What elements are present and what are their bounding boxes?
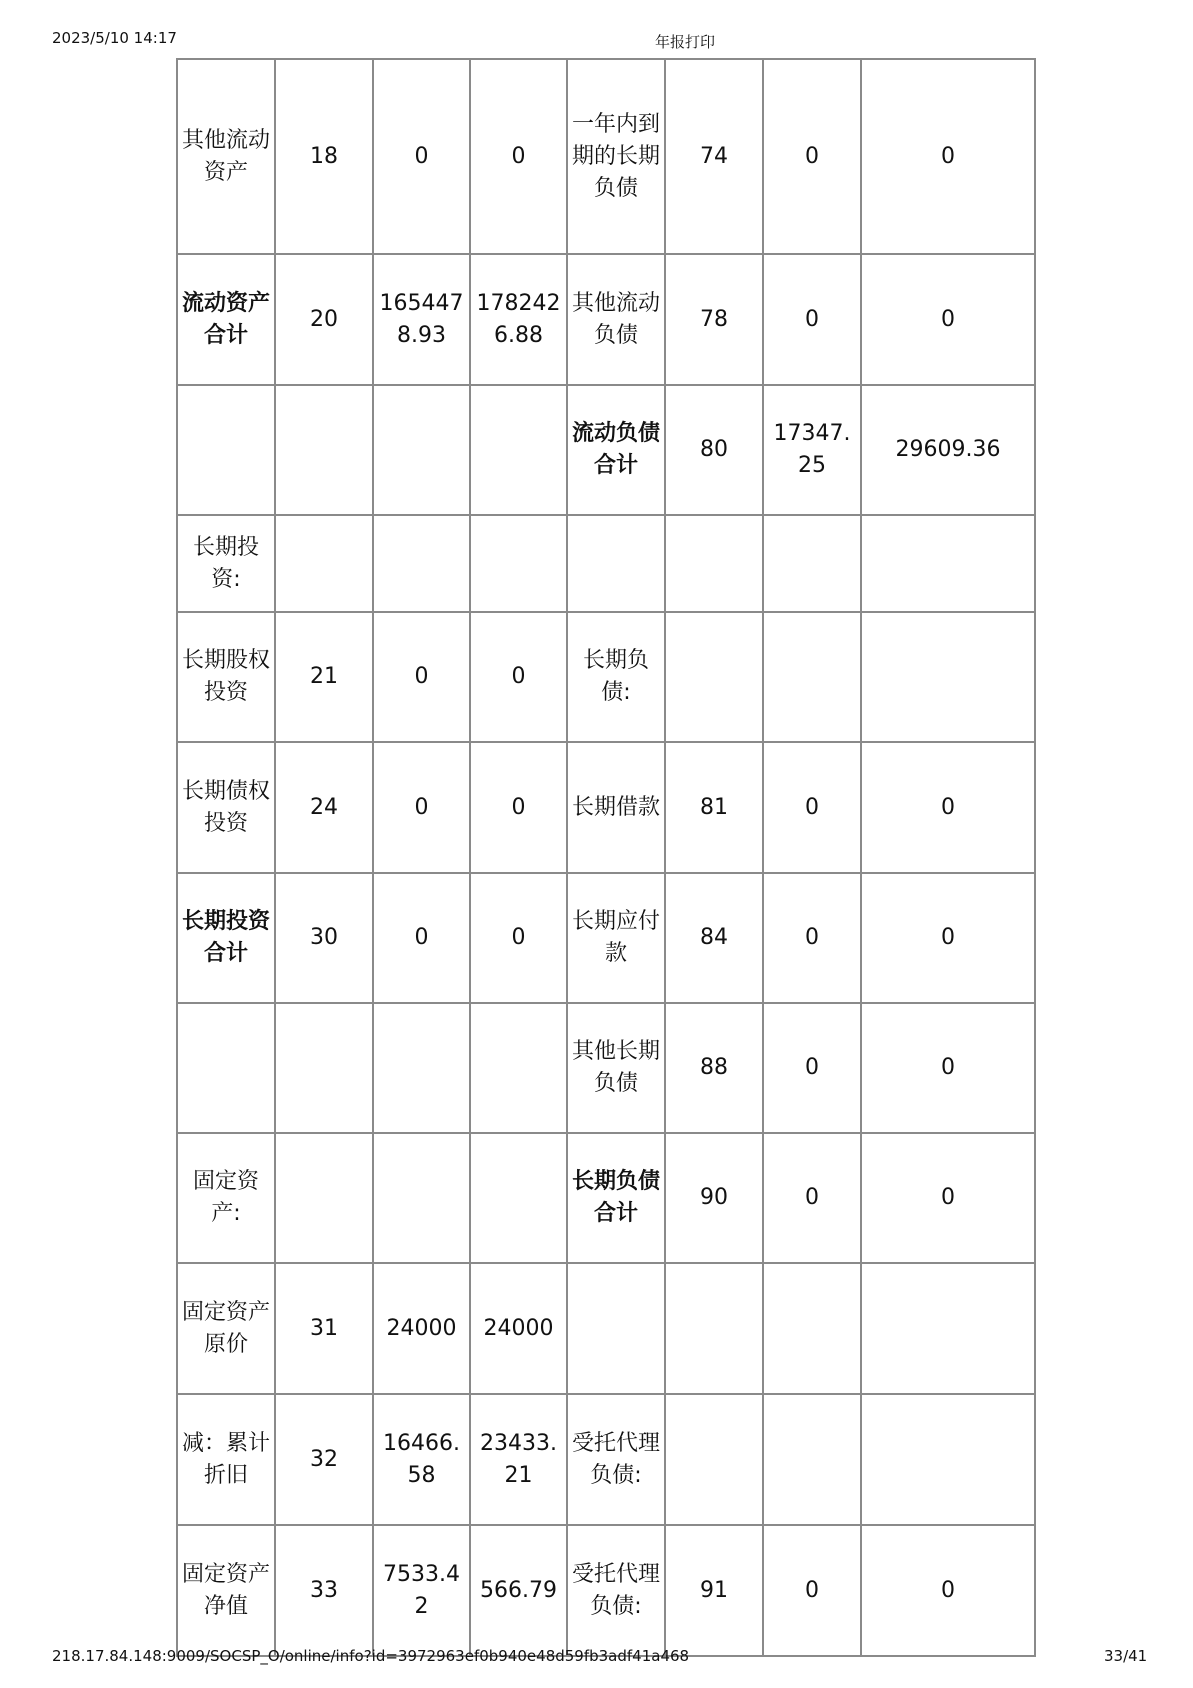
cell-liability-begin-value: 0 (763, 1133, 861, 1263)
balance-sheet-table (176, 58, 1036, 1657)
cell-asset-begin-value: 0 (373, 59, 470, 254)
cell-asset-end-value: 566.79 (470, 1525, 567, 1656)
cell-asset-begin-value: 16466.58 (373, 1394, 470, 1525)
table-row (177, 742, 1035, 873)
cell-asset-line-no: 20 (275, 254, 373, 385)
cell-liability-begin-value (763, 515, 861, 612)
cell-liability-end-value: 29609.36 (861, 385, 1035, 515)
cell-asset-end-value: 24000 (470, 1263, 567, 1394)
cell-liability-line-no: 90 (665, 1133, 763, 1263)
cell-asset-end-value (470, 515, 567, 612)
cell-liability-line-no: 78 (665, 254, 763, 385)
cell-asset-name: 固定资产: (177, 1133, 275, 1263)
table-row (177, 1525, 1035, 1656)
table-row (177, 1394, 1035, 1525)
cell-asset-name (177, 385, 275, 515)
cell-liability-end-value: 0 (861, 1003, 1035, 1133)
page-number: 33/41 (1104, 1647, 1148, 1665)
cell-liability-line-no (665, 1394, 763, 1525)
cell-asset-line-no: 30 (275, 873, 373, 1003)
cell-asset-end-value: 0 (470, 873, 567, 1003)
cell-liability-begin-value: 0 (763, 1525, 861, 1656)
cell-asset-begin-value: 0 (373, 873, 470, 1003)
cell-asset-end-value: 0 (470, 59, 567, 254)
cell-liability-end-value: 0 (861, 873, 1035, 1003)
cell-liability-begin-value: 0 (763, 59, 861, 254)
table-row (177, 1133, 1035, 1263)
cell-liability-begin-value: 17347.25 (763, 385, 861, 515)
cell-liability-name: 其他流动负债 (567, 254, 665, 385)
cell-asset-end-value: 0 (470, 612, 567, 742)
cell-asset-end-value (470, 1003, 567, 1133)
cell-asset-line-no (275, 385, 373, 515)
cell-asset-end-value (470, 385, 567, 515)
cell-asset-begin-value: 7533.42 (373, 1525, 470, 1656)
cell-liability-name: 一年内到期的长期负债 (567, 59, 665, 254)
table-row (177, 612, 1035, 742)
cell-liability-begin-value: 0 (763, 254, 861, 385)
cell-liability-end-value: 0 (861, 254, 1035, 385)
cell-liability-begin-value: 0 (763, 873, 861, 1003)
cell-liability-begin-value (763, 1263, 861, 1394)
cell-asset-name: 长期股权投资 (177, 612, 275, 742)
table-row (177, 873, 1035, 1003)
cell-asset-end-value (470, 1133, 567, 1263)
cell-asset-name: 减：累计折旧 (177, 1394, 275, 1525)
cell-asset-begin-value: 0 (373, 612, 470, 742)
cell-liability-begin-value (763, 1394, 861, 1525)
cell-liability-name: 长期负债合计 (567, 1133, 665, 1263)
cell-asset-line-no: 18 (275, 59, 373, 254)
table-row (177, 385, 1035, 515)
cell-liability-end-value: 0 (861, 59, 1035, 254)
cell-liability-line-no: 84 (665, 873, 763, 1003)
cell-liability-name: 长期应付款 (567, 873, 665, 1003)
table-row (177, 1263, 1035, 1394)
cell-asset-end-value: 0 (470, 742, 567, 873)
page-url: 218.17.84.148:9009/SOCSP_O/online/info?id=3972963ef0b940e48d59fb3adf41a468 (52, 1647, 690, 1665)
cell-asset-line-no: 21 (275, 612, 373, 742)
cell-liability-name: 长期借款 (567, 742, 665, 873)
cell-liability-end-value (861, 612, 1035, 742)
cell-liability-end-value: 0 (861, 1525, 1035, 1656)
cell-liability-end-value: 0 (861, 742, 1035, 873)
cell-asset-begin-value (373, 1003, 470, 1133)
cell-asset-name: 长期投资合计 (177, 873, 275, 1003)
cell-asset-begin-value (373, 1133, 470, 1263)
cell-liability-name (567, 1263, 665, 1394)
cell-asset-line-no (275, 1003, 373, 1133)
table-row (177, 515, 1035, 612)
cell-liability-line-no: 88 (665, 1003, 763, 1133)
cell-asset-begin-value (373, 385, 470, 515)
cell-liability-line-no: 80 (665, 385, 763, 515)
cell-liability-name: 受托代理负债: (567, 1525, 665, 1656)
cell-asset-line-no: 31 (275, 1263, 373, 1394)
cell-asset-name: 固定资产原价 (177, 1263, 275, 1394)
cell-asset-name: 固定资产净值 (177, 1525, 275, 1656)
cell-asset-line-no: 24 (275, 742, 373, 873)
cell-liability-line-no (665, 515, 763, 612)
cell-liability-end-value (861, 515, 1035, 612)
cell-liability-name: 其他长期负债 (567, 1003, 665, 1133)
cell-asset-name: 长期债权投资 (177, 742, 275, 873)
cell-asset-line-no (275, 1133, 373, 1263)
cell-liability-begin-value: 0 (763, 742, 861, 873)
cell-liability-name (567, 515, 665, 612)
cell-asset-name (177, 1003, 275, 1133)
cell-asset-begin-value (373, 515, 470, 612)
cell-asset-end-value: 23433.21 (470, 1394, 567, 1525)
cell-liability-line-no: 91 (665, 1525, 763, 1656)
cell-liability-line-no: 81 (665, 742, 763, 873)
cell-asset-begin-value: 1654478.93 (373, 254, 470, 385)
cell-asset-begin-value: 24000 (373, 1263, 470, 1394)
cell-asset-begin-value: 0 (373, 742, 470, 873)
cell-asset-name: 流动资产合计 (177, 254, 275, 385)
cell-liability-name: 流动负债合计 (567, 385, 665, 515)
cell-liability-begin-value (763, 612, 861, 742)
cell-liability-name: 长期负债: (567, 612, 665, 742)
cell-liability-name: 受托代理负债: (567, 1394, 665, 1525)
cell-liability-line-no (665, 1263, 763, 1394)
cell-asset-line-no (275, 515, 373, 612)
cell-liability-line-no (665, 612, 763, 742)
cell-liability-end-value (861, 1394, 1035, 1525)
cell-asset-name: 长期投资: (177, 515, 275, 612)
table-row (177, 1003, 1035, 1133)
cell-asset-line-no: 33 (275, 1525, 373, 1656)
cell-liability-end-value (861, 1263, 1035, 1394)
cell-liability-line-no: 74 (665, 59, 763, 254)
table-row (177, 59, 1035, 254)
cell-asset-end-value: 1782426.88 (470, 254, 567, 385)
print-datetime: 2023/5/10 14:17 (52, 29, 177, 47)
cell-liability-end-value: 0 (861, 1133, 1035, 1263)
cell-asset-line-no: 32 (275, 1394, 373, 1525)
cell-liability-begin-value: 0 (763, 1003, 861, 1133)
page-title: 年报打印 (655, 33, 716, 51)
cell-asset-name: 其他流动资产 (177, 59, 275, 254)
table-row (177, 254, 1035, 385)
